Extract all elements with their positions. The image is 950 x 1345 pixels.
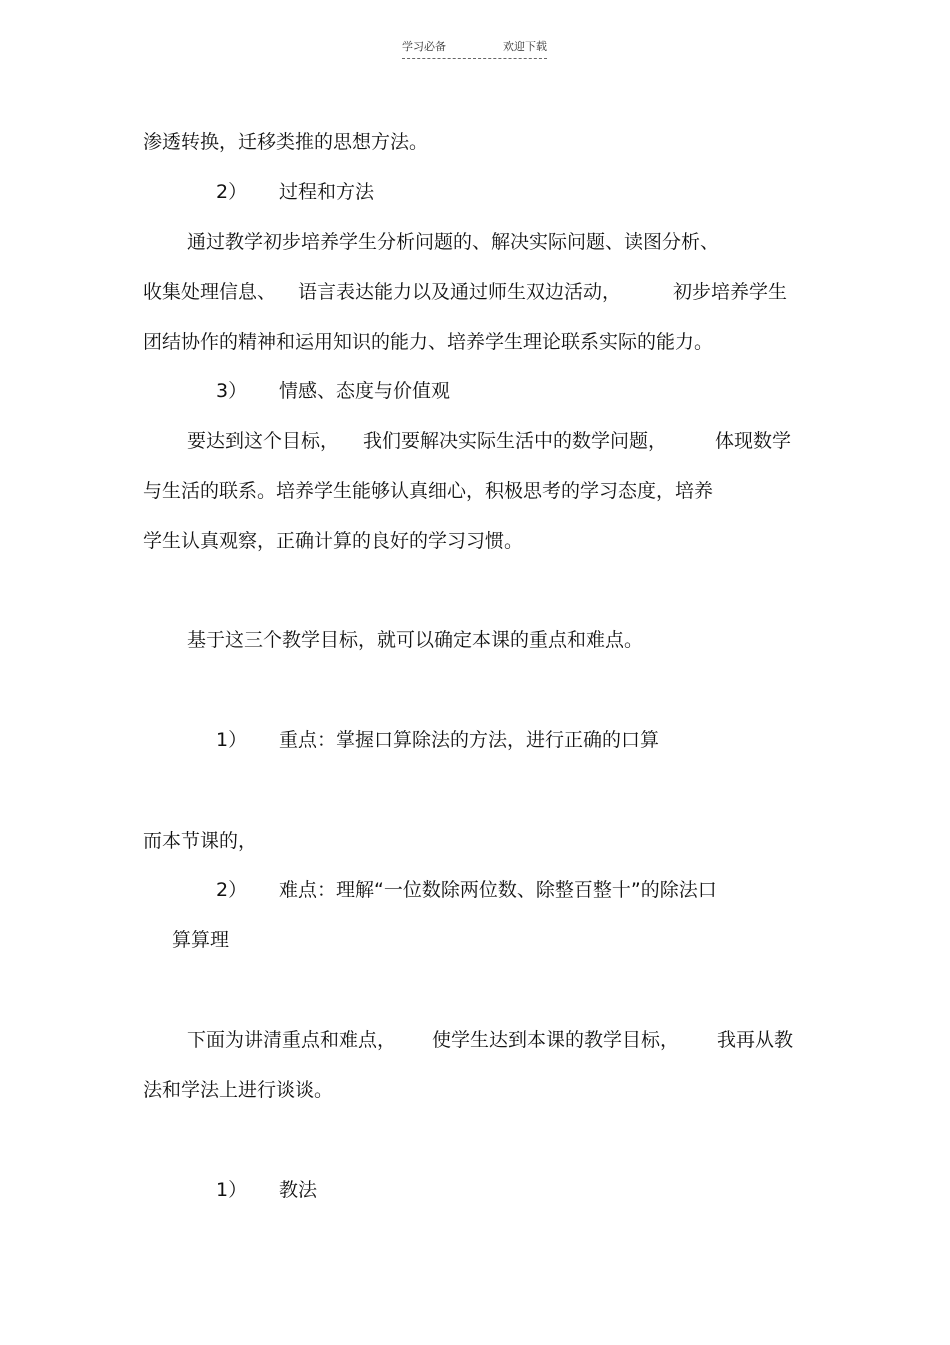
paragraph-line: 与生活的联系。培养学生能够认真细心，积极思考的学习态度，培养: [143, 480, 714, 502]
paragraph-line: 渗透转换，迁移类推的思想方法。: [143, 131, 429, 153]
difficulty-text: 难点：理解“一位数除两位数、除整百整十”的除法口: [279, 879, 717, 901]
paragraph-line: 而本节课的，: [143, 830, 258, 852]
section-heading: 情感、态度与价值观: [279, 380, 451, 402]
page-header: [402, 40, 547, 59]
paragraph-line: 下面为讲清重点和难点，: [187, 1029, 397, 1051]
paragraph-line: 团结协作的精神和运用知识的能力、培养学生理论联系实际的能力。: [143, 331, 714, 353]
paragraph-line: 初步培养学生: [673, 281, 788, 303]
paragraph-line: 通过教学初步培养学生分析问题的、解决实际问题、读图分析、: [187, 231, 720, 253]
list-number: 1）: [216, 1179, 248, 1201]
paragraph-line: 体现数学: [715, 430, 792, 452]
list-number: 1）: [216, 729, 248, 751]
header-left-text: 学习必备: [402, 40, 446, 53]
paragraph-line: 学生认真观察，正确计算的良好的学习习惯。: [143, 530, 524, 552]
list-number: 2）: [216, 181, 248, 203]
key-point-text: 重点：掌握口算除法的方法，进行正确的口算: [279, 729, 660, 751]
paragraph-line: 基于这三个教学目标，就可以确定本课的重点和难点。: [187, 629, 644, 651]
paragraph-line: 我们要解决实际生活中的数学问题，: [363, 430, 668, 452]
paragraph-line: 我再从教: [717, 1029, 794, 1051]
paragraph-line: 要达到这个目标，: [187, 430, 340, 452]
header-right-text: 欢迎下载: [503, 40, 547, 53]
list-number: 3）: [216, 380, 248, 402]
paragraph-line: 收集处理信息、: [143, 281, 277, 303]
paragraph-line: 法和学法上进行谈谈。: [143, 1079, 334, 1101]
paragraph-line: 使学生达到本课的教学目标，: [432, 1029, 680, 1051]
section-heading: 过程和方法: [279, 181, 375, 203]
paragraph-line: 语言表达能力以及通过师生双边活动，: [298, 281, 622, 303]
section-heading: 教法: [279, 1179, 318, 1201]
difficulty-text-continued: 算算理: [172, 929, 230, 951]
list-number: 2）: [216, 879, 248, 901]
